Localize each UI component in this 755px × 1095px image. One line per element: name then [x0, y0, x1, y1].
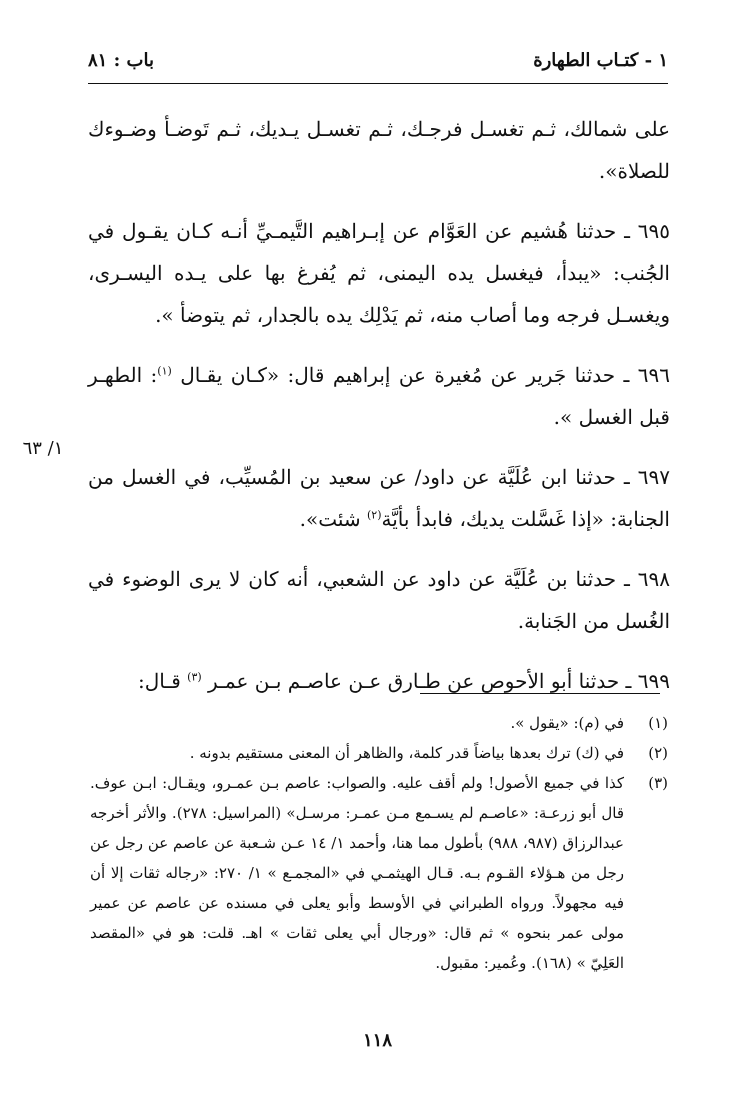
hadith-696	[88, 354, 670, 438]
header-divider	[88, 83, 668, 84]
footnote-text: في (ك) ترك بعدها بياضاً قدر كلمة، والظاهر أن المعنى مستقيم بدونه .	[189, 744, 624, 762]
hadith-697-text-end: شئت».	[299, 507, 367, 531]
manuscript-margin-reference: ١/ ٦٣	[22, 438, 64, 459]
hadith-697	[88, 456, 670, 540]
footnote-number: (١)	[648, 714, 668, 732]
paragraph-continuation: على شمالك، ثـم تغسـل فرجـك، ثـم تغسـل يـديك، ثـم تَوضـأ وضـوءك للصلاة».	[88, 117, 670, 183]
footnote-1	[90, 708, 668, 738]
main-text	[88, 108, 670, 720]
footnote-divider	[420, 693, 660, 694]
page-number: ١١٨	[362, 1030, 392, 1051]
hadith-699	[88, 660, 670, 702]
footnote-text: كذا في جميع الأصول! ولم أقف عليه. والصواب: عاصم بـن عمـرو، ويقـال: ابـن عوف. قال أبو زرعـة: «عاصـم لم يسـمع مـن عمـر: مرسـل» (المراسيل: ٢٧٨). والأثر أخرجه عبدالرزاق (٩٨٧، ٩٨٨) بأطول مما هنا، وأحمد ١/ ١٤ عـن شـعبة عن عاصم عن رجل عن رجل من هـؤلاء القـوم بـه. قـال الهيثمـي في «المجمـع » ١/ ٢٧٠: «رجاله ثقات إلا أن فيه مجهولاً. ورواه الطبراني في الأوسط وأبو يعلى في مسنده عن عاصم عن عمير مولى عمر بنحوه » ثم قال: «ورجال أبي يعلى ثقات » اهـ. قلت: هو في «المقصد العَلِيّ » (١٦٨). وعُمير: مقبول.	[90, 774, 625, 972]
footnote-ref-1: (١)	[157, 364, 172, 378]
hadith-699-text-end: قـال:	[138, 669, 188, 693]
footnote-2	[90, 738, 668, 768]
chapter-label: باب : ٨١	[88, 50, 154, 71]
footnote-3	[90, 768, 668, 978]
hadith-697-text-start: ٦٩٧ ـ حدثنا ابن عُلَيَّة عن داود/ عن سعيد بن المُسيِّب، في الغسل من الجنابة: «إذا غَسَّلت يديك، فابدأ بأيَّة	[88, 465, 670, 531]
footnotes	[90, 708, 668, 978]
hadith-696-text-end: : الطهـر قبل الغسل ».	[88, 363, 670, 429]
running-header	[88, 50, 668, 80]
footnote-ref-3: (٣)	[187, 670, 202, 684]
book-title: ١ - كتـاب الطهارة	[533, 50, 668, 71]
hadith-699-text-start: ٦٩٩ ـ حدثنا أبو الأحوص عن طـارق عـن عاصـم بـن عمـر	[201, 669, 670, 693]
hadith-698: ٦٩٨ ـ حدثنا بن عُلَيَّة عن داود عن الشعبي، أنه كان لا يرى الوضوء في الغُسل من الجَنابة.	[88, 567, 670, 633]
footnote-ref-2: (٢)	[366, 508, 382, 522]
hadith-695: ٦٩٥ ـ حدثنا هُشيم عن العَوَّام عن إبـراهيم التَّيمـيِّ أنـه كـان يقـول في الجُنب: «يبدأ، فيغسل يده اليمنى، ثم يُفرغ بها على يـده اليسـرى، ويغسـل فرجه وما أصاب منه، ثم يَدْلِك يده بالجدار، ثم يتوضأ ».	[88, 219, 670, 327]
footnote-text: في (م): «يقول ».	[510, 714, 624, 732]
hadith-696-text-start: ٦٩٦ ـ حدثنا جَرير عن مُغيرة عن إبراهيم قال: «كـان يقـال	[171, 363, 671, 387]
footnote-number: (٣)	[648, 774, 668, 792]
footnote-number: (٢)	[648, 744, 668, 762]
